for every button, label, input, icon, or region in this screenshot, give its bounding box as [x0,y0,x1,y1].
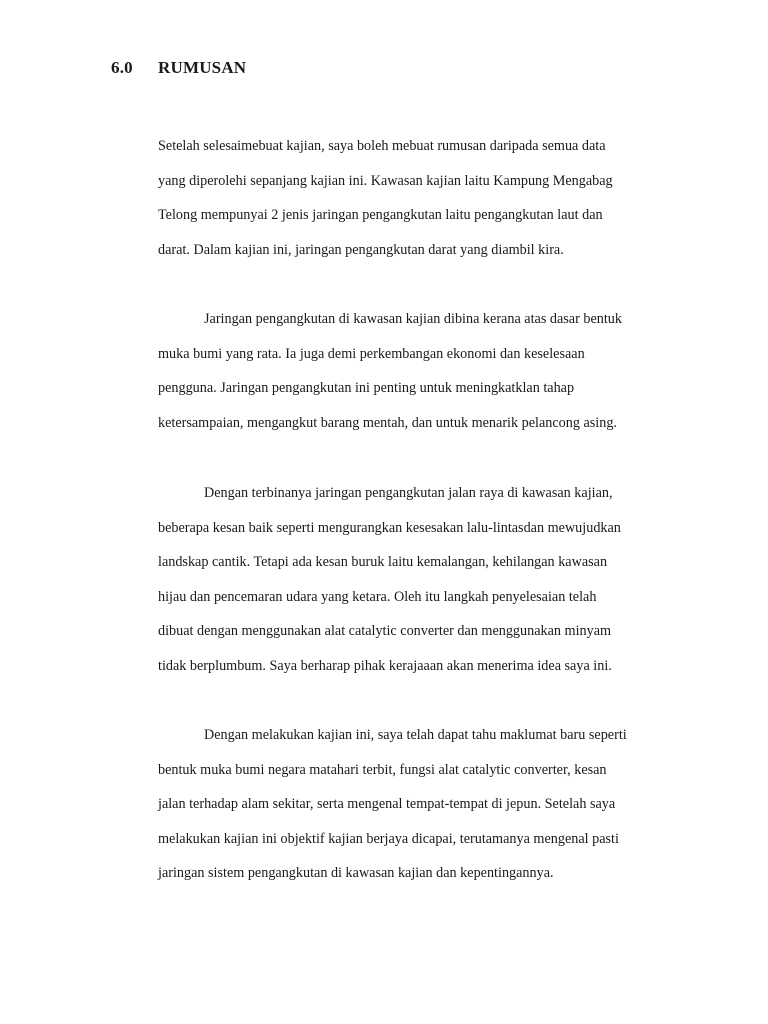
paragraph-line: hijau dan pencemaran udara yang ketara. Oleh itu langkah penyelesaian telah [158,588,597,605]
paragraph-4 [158,718,678,891]
paragraph-2 [158,302,678,440]
paragraph-line: Telong mempunyai 2 jenis jaringan pengangkutan laitu pengangkutan laut dan [158,207,603,224]
paragraph-3 [158,476,678,684]
paragraph-line: jaringan sistem pengangkutan di kawasan kajian dan kepentingannya. [158,865,554,882]
paragraph-line: Jaringan pengangkutan di kawasan kajian dibina kerana atas dasar bentuk [204,311,622,327]
paragraph-line: ketersampaian, mengangkut barang mentah, dan untuk menarik pelancong asing. [158,414,617,431]
paragraph-line: beberapa kesan baik seperti mengurangkan kesesakan lalu-lintasdan mewujudkan [158,519,621,536]
paragraph-line: Dengan terbinanya jaringan pengangkutan jalan raya di kawasan kajian, [204,485,613,501]
paragraph-line: tidak berplumbum. Saya berharap pihak kerajaaan akan menerima idea saya ini. [158,657,612,674]
paragraph-line: bentuk muka bumi negara matahari terbit, fungsi alat catalytic converter, kesan [158,761,607,778]
paragraph-line: darat. Dalam kajian ini, jaringan pengangkutan darat yang diambil kira. [158,241,564,258]
paragraph-line: melakukan kajian ini objektif kajian berjaya dicapai, terutamanya mengenal pasti [158,830,619,847]
paragraph-line: dibuat dengan menggunakan alat catalytic converter dan menggunakan minyam [158,623,612,640]
paragraph-line: Setelah selesaimebuat kajian, saya boleh mebuat rumusan daripada semua data [158,138,606,154]
paragraph-line: landskap cantik. Tetapi ada kesan buruk laitu kemalangan, kehilangan kawasan [158,554,608,571]
paragraph-line: pengguna. Jaringan pengangkutan ini penting untuk meningkatklan tahap [158,380,575,397]
section-title: RUMUSAN [158,58,247,77]
section-number: 6.0 [111,58,133,77]
paragraph-line: muka bumi yang rata. Ia juga demi perkembangan ekonomi dan keselesaan [158,345,585,362]
paragraph-1 [158,129,678,267]
paragraph-line: Dengan melakukan kajian ini, saya telah dapat tahu maklumat baru seperti [204,727,627,743]
paragraph-line: yang diperolehi sepanjang kajian ini. Kawasan kajian laitu Kampung Mengabag [158,172,613,189]
paragraph-line: jalan terhadap alam sekitar, serta mengenal tempat-tempat di jepun. Setelah saya [158,796,616,813]
